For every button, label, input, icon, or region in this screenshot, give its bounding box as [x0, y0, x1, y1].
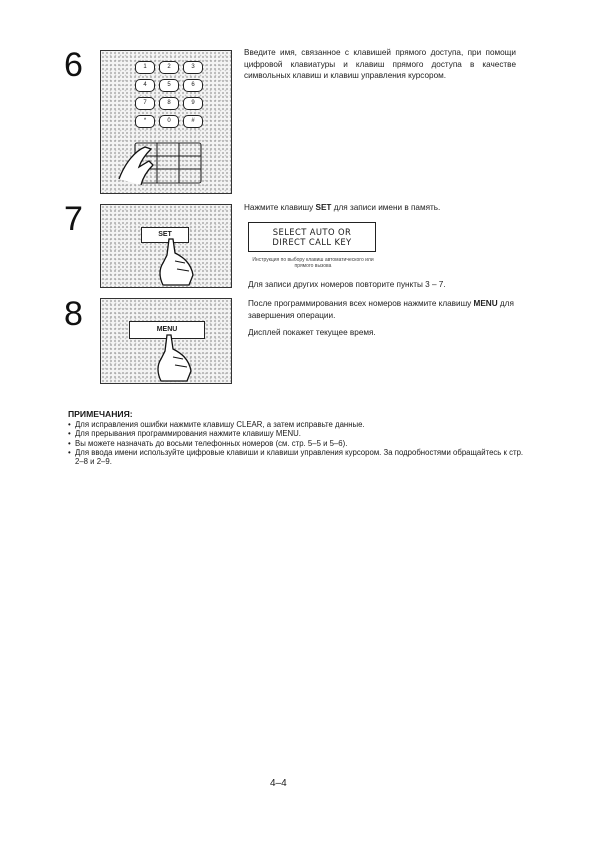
- notes-list: [68, 420, 528, 466]
- step-8-number: 8: [64, 295, 83, 333]
- step-7-number: 7: [64, 200, 83, 238]
- pressing-hand-icon: [101, 205, 231, 287]
- keypad-key-8: 8: [159, 97, 179, 110]
- step-8-key-name: MENU: [473, 299, 498, 308]
- keypad-key-1: 1: [135, 61, 155, 74]
- step-7-key-name: SET: [315, 203, 332, 212]
- keypad-key-4: 4: [135, 79, 155, 92]
- note-item: • Для ввода имени используйте цифровые клавиши и клавиши управления курсором. За подробностями обращайтесь к стр. 2–8 и 2–9.: [68, 448, 528, 467]
- step-8-description: [248, 298, 516, 321]
- lcd-display: [248, 222, 376, 252]
- step-8-button-illustration: [100, 298, 232, 384]
- keypad-key-5: 5: [159, 79, 179, 92]
- keypad-key-6: 6: [183, 79, 203, 92]
- keypad-key-hash: #: [183, 115, 203, 128]
- note-item: • Для прерывания программирования нажмите клавишу MENU.: [68, 429, 528, 438]
- keypad-key-9: 9: [183, 97, 203, 110]
- step-7-text-after: для записи имени в память.: [331, 203, 441, 212]
- step-8-text-after: для завершения операции.: [248, 299, 514, 320]
- pointing-hand-icon: [101, 51, 231, 193]
- step-7-description: [244, 202, 516, 214]
- note-item: • Вы можете назначать до восьми телефонных номеров (см. стр. 5–5 и 5–6).: [68, 439, 528, 448]
- page-number: 4–4: [270, 778, 287, 789]
- step-6-description: Введите имя, связанное с клавишей прямого доступа, при помощи цифровой клавиатуры и клавиш прямого доступа в качестве символьных клавиш и клавиш управления курсором.: [244, 48, 516, 80]
- lcd-caption: Инструкция по выбору клавиш автоматического или прямого вызова: [252, 257, 374, 269]
- step-7-button-illustration: [100, 204, 232, 288]
- keypad-key-0: 0: [159, 115, 179, 128]
- step-8-display-text: Дисплей покажет текущее время.: [248, 328, 376, 337]
- pressing-hand-icon: [101, 299, 231, 383]
- keypad-key-star: *: [135, 115, 155, 128]
- keypad-key-2: 2: [159, 61, 179, 74]
- notes-section: [68, 409, 528, 466]
- menu-button-illustration: MENU: [129, 321, 205, 339]
- set-button-illustration: SET: [141, 227, 189, 243]
- notes-title: ПРИМЕЧАНИЯ:: [68, 409, 133, 419]
- keypad-key-3: 3: [183, 61, 203, 74]
- step-6-number: 6: [64, 46, 83, 84]
- note-item: • Для исправления ошибки нажмите клавишу CLEAR, а затем исправьте данные.: [68, 420, 528, 429]
- step-8-text-before: После программирования всех номеров нажмите клавишу: [248, 299, 474, 308]
- keypad-key-7: 7: [135, 97, 155, 110]
- lcd-line-1: SELECT AUTO OR: [272, 227, 352, 237]
- step-6-keypad-illustration: [100, 50, 232, 194]
- lcd-line-2: DIRECT CALL KEY: [272, 237, 352, 247]
- step-7-text-before: Нажмите клавишу: [244, 203, 316, 212]
- step-7-repeat-text: Для записи других номеров повторите пункты 3 – 7.: [248, 280, 446, 289]
